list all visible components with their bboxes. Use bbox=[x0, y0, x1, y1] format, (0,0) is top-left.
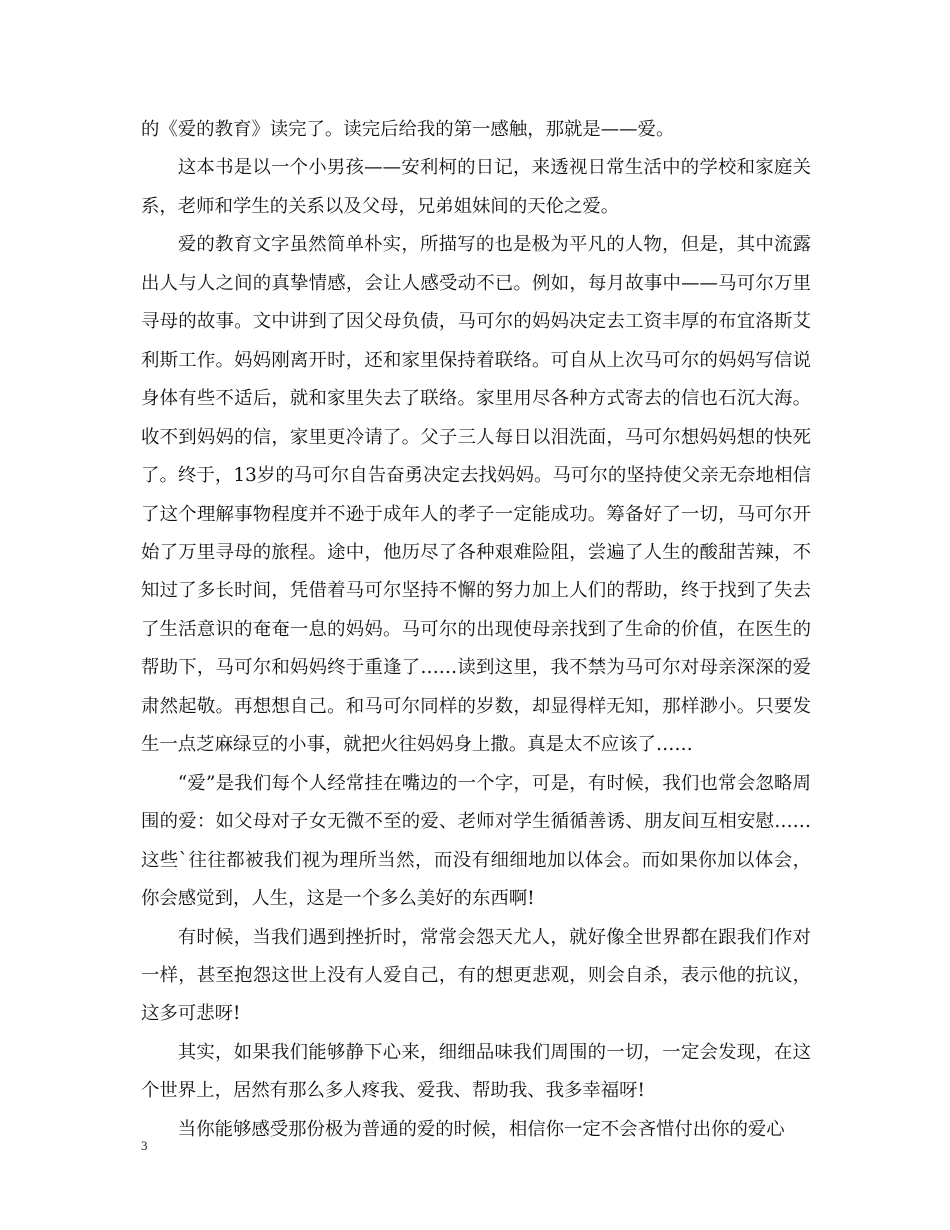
paragraph-7: 当你能够感受那份极为普通的爱的时候，相信你一定不会吝惜付出你的爱心 bbox=[177, 1118, 785, 1140]
document-body bbox=[141, 111, 811, 1149]
paragraph-1: 的《爱的教育》读完了。读完后给我的第一感触，那就是——爱。 bbox=[141, 119, 675, 140]
paragraph-4: “爱”是我们每个人经常挂在嘴边的一个字，可是，有时候，我们也常会忽略周围的爱：如父母对子女无微不至的爱、老师对学生循循善诱、朋友间互相安慰……这些`往往都被我们视为理所当然，而没有细细地加以体会。而如果你加以体会，你会感觉到，人生，这是一个多么美好的东西啊! bbox=[141, 772, 811, 910]
paragraph-3: 爱的教育文字虽然简单朴实，所描写的也是极为平凡的人物，但是，其中流露出人与人之间的真挚情感，会让人感受动不已。例如，每月故事中——马可尔万里寻母的故事。文中讲到了因父母负债，马可尔的妈妈决定去工资丰厚的布宜洛斯艾利斯工作。妈妈刚离开时，还和家里保持着联络。可自从上次马可尔的妈妈写信说身体有些不适后，就和家里失去了联络。家里用尽各种方式寄去的信也石沉大海。收不到妈妈的信，家里更冷请了。父子三人每日以泪洗面，马可尔想妈妈想的快死了。终于，13岁的马可尔自告奋勇决定去找妈妈。马可尔的坚持使父亲无奈地相信了这个理解事物程度并不逊于成年人的孝子一定能成功。筹备好了一切，马可尔开始了万里寻母的旅程。途中，他历尽了各种艰难险阻，尝遍了人生的酸甜苦辣，不知过了多长时间，凭借着马可尔坚持不懈的努力加上人们的帮助，终于找到了失去了生活意识的奄奄一息的妈妈。马可尔的出现使母亲找到了生命的价值，在医生的帮助下，马可尔和妈妈终于重逢了……读到这里，我不禁为马可尔对母亲深深的爱肃然起敬。再想想自己。和马可尔同样的岁数，却显得样无知，那样渺小。只要发生一点芝麻绿豆的小事，就把火往妈妈身上撒。真是太不应该了…… bbox=[141, 234, 811, 756]
paragraph-5: 有时候，当我们遇到挫折时，常常会怨天尤人，就好像全世界都在跟我们作对一样，甚至抱怨这世上没有人爱自己，有的想更悲观，则会自杀，表示他的抗议，这多可悲呀! bbox=[141, 926, 811, 1025]
paragraph-2: 这本书是以一个小男孩——安利柯的日记，来透视日常生活中的学校和家庭关系，老师和学生的关系以及父母，兄弟姐妹间的天伦之爱。 bbox=[141, 157, 811, 217]
paragraph-6: 其实，如果我们能够静下心来，细细品味我们周围的一切，一定会发现，在这个世界上，居然有那么多人疼我、爱我、帮助我、我多幸福呀! bbox=[141, 1041, 811, 1102]
page-number: 3 bbox=[141, 1138, 148, 1153]
